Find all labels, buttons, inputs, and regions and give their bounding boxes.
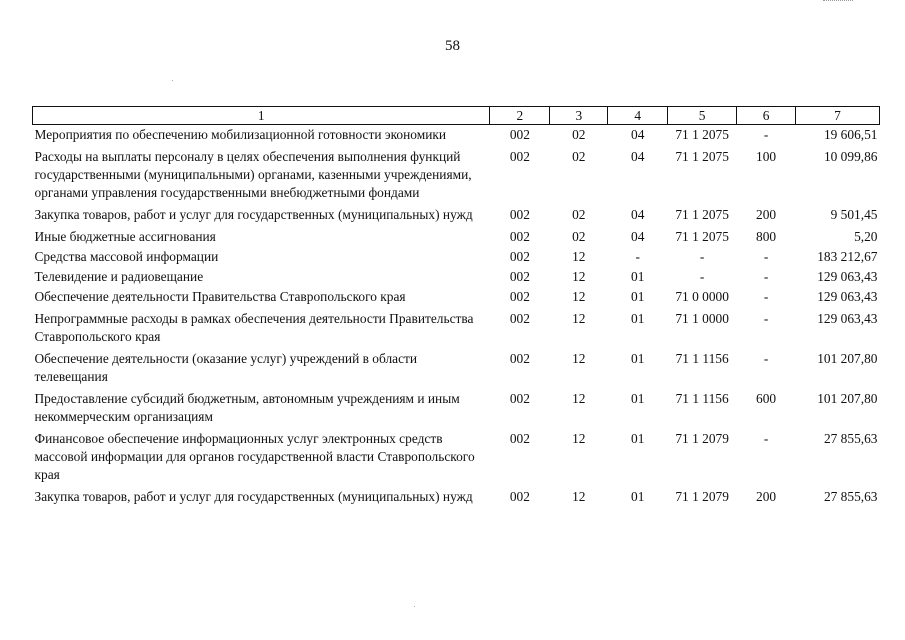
row-ved-code: 002 — [509, 207, 530, 222]
row-ved-code: 002 — [509, 127, 530, 142]
row-section-code: 02 — [572, 207, 586, 222]
row-amount: 9 501,45 — [830, 207, 878, 222]
row-ved-code: 002 — [509, 249, 530, 264]
column-header: 1 — [33, 107, 490, 125]
row-amount: 27 855,63 — [823, 489, 878, 504]
row-section-code: 12 — [572, 391, 586, 406]
row-target-article-code: 71 1 1156 — [675, 351, 729, 366]
row-ved-code: 002 — [509, 431, 530, 446]
table-row — [33, 267, 880, 287]
row-subsection-code: 04 — [631, 149, 645, 164]
row-expense-type-code: 800 — [756, 229, 777, 244]
row-name: Закупка товаров, работ и услуг для государственных (муниципальных) нужд — [34, 489, 473, 504]
column-header: 4 — [608, 107, 668, 125]
row-ved-code: 002 — [509, 391, 530, 406]
row-amount: 183 212,67 — [817, 249, 878, 264]
row-ved-code: 002 — [509, 311, 530, 326]
row-name: Финансовое обеспечение информационных услуг электронных средств массовой информации для органов государственной власти Ставропольского края — [34, 431, 475, 482]
page-number: 58 — [445, 38, 460, 54]
table-body — [33, 125, 880, 508]
row-section-code: 12 — [572, 311, 586, 326]
row-amount: 129 063,43 — [817, 289, 878, 304]
column-header: 5 — [668, 107, 737, 125]
row-target-article-code: 71 1 2075 — [675, 229, 729, 244]
budget-table — [32, 106, 880, 507]
row-amount: 10 099,86 — [823, 149, 878, 164]
row-expense-type-code: 200 — [756, 207, 777, 222]
row-target-article-code: 71 1 2075 — [675, 149, 729, 164]
row-expense-type-code: 600 — [756, 391, 777, 406]
row-amount: 5,20 — [854, 229, 878, 244]
column-header: 7 — [796, 107, 880, 125]
row-amount: 27 855,63 — [823, 431, 878, 446]
table-row — [33, 247, 880, 267]
column-header: 6 — [737, 107, 796, 125]
table-row — [33, 225, 880, 247]
row-target-article-code: 71 1 2075 — [675, 207, 729, 222]
row-ved-code: 002 — [509, 351, 530, 366]
row-target-article-code: 71 1 2079 — [675, 431, 729, 446]
row-subsection-code: 01 — [631, 269, 645, 284]
row-target-article-code: - — [699, 249, 705, 264]
row-expense-type-code: 100 — [756, 149, 777, 164]
row-section-code: 12 — [572, 489, 586, 504]
table-row — [33, 287, 880, 307]
row-name: Обеспечение деятельности (оказание услуг) учреждений в области телевещания — [34, 351, 418, 384]
row-section-code: 12 — [572, 351, 586, 366]
row-section-code: 12 — [572, 431, 586, 446]
table-row — [33, 203, 880, 225]
row-subsection-code: 04 — [631, 207, 645, 222]
table-header-row — [33, 107, 880, 125]
row-subsection-code: 04 — [631, 127, 645, 142]
row-amount: 101 207,80 — [817, 391, 878, 406]
row-ved-code: 002 — [509, 269, 530, 284]
row-subsection-code: - — [635, 249, 640, 264]
row-ved-code: 002 — [509, 289, 530, 304]
row-name: Обеспечение деятельности Правительства Ставропольского края — [34, 289, 406, 304]
table-row — [33, 427, 880, 485]
row-subsection-code: 04 — [631, 229, 645, 244]
row-section-code: 12 — [572, 249, 586, 264]
row-amount: 129 063,43 — [817, 311, 878, 326]
table-row — [33, 145, 880, 203]
row-subsection-code: 01 — [631, 489, 645, 504]
row-name: Мероприятия по обеспечению мобилизационной готовности экономики — [34, 127, 447, 142]
row-section-code: 02 — [572, 127, 586, 142]
row-ved-code: 002 — [509, 489, 530, 504]
row-ved-code: 002 — [509, 229, 530, 244]
row-amount: 101 207,80 — [817, 351, 878, 366]
row-section-code: 02 — [572, 149, 586, 164]
row-name: Иные бюджетные ассигнования — [34, 229, 216, 244]
row-name: Расходы на выплаты персоналу в целях обеспечения выполнения функций государственными (муниципальными) органами, казенными учреждениями, органами управления государственными внебюджетными фондами — [34, 149, 472, 200]
row-subsection-code: 01 — [631, 391, 645, 406]
table-row — [33, 485, 880, 507]
row-expense-type-code: - — [763, 289, 769, 304]
row-section-code: 02 — [572, 229, 586, 244]
row-name: Телевидение и радиовещание — [34, 269, 204, 284]
row-target-article-code: 71 0 0000 — [675, 289, 729, 304]
row-expense-type-code: - — [763, 351, 769, 366]
column-header: 3 — [550, 107, 608, 125]
table-row — [33, 347, 880, 387]
row-amount: 19 606,51 — [823, 127, 878, 142]
row-subsection-code: 01 — [631, 351, 645, 366]
row-target-article-code: 71 1 1156 — [675, 391, 729, 406]
row-name: Непрограммные расходы в рамках обеспечения деятельности Правительства Ставропольского края — [34, 311, 474, 344]
row-subsection-code: 01 — [631, 311, 645, 326]
row-subsection-code: 01 — [631, 431, 645, 446]
row-name: Предоставление субсидий бюджетным, автономным учреждениям и иным некоммерческим организациям — [34, 391, 460, 424]
row-section-code: 12 — [572, 289, 586, 304]
row-expense-type-code: - — [763, 127, 769, 142]
row-expense-type-code: - — [763, 249, 769, 264]
row-target-article-code: - — [699, 269, 705, 284]
row-amount: 129 063,43 — [817, 269, 878, 284]
row-target-article-code: 71 1 2075 — [675, 127, 729, 142]
table-row — [33, 125, 880, 146]
row-name: Закупка товаров, работ и услуг для государственных (муниципальных) нужд — [34, 207, 473, 222]
row-expense-type-code: - — [763, 311, 769, 326]
row-name: Средства массовой информации — [34, 249, 219, 264]
row-section-code: 12 — [572, 269, 586, 284]
scan-speck — [414, 606, 415, 607]
row-subsection-code: 01 — [631, 289, 645, 304]
table-row — [33, 307, 880, 347]
scan-speck — [172, 80, 173, 81]
scan-corner-mark — [823, 0, 853, 3]
table-row — [33, 387, 880, 427]
row-target-article-code: 71 1 0000 — [675, 311, 729, 326]
row-ved-code: 002 — [509, 149, 530, 164]
row-target-article-code: 71 1 2079 — [675, 489, 729, 504]
column-header: 2 — [490, 107, 550, 125]
row-expense-type-code: 200 — [756, 489, 777, 504]
row-expense-type-code: - — [763, 269, 769, 284]
row-expense-type-code: - — [763, 431, 769, 446]
